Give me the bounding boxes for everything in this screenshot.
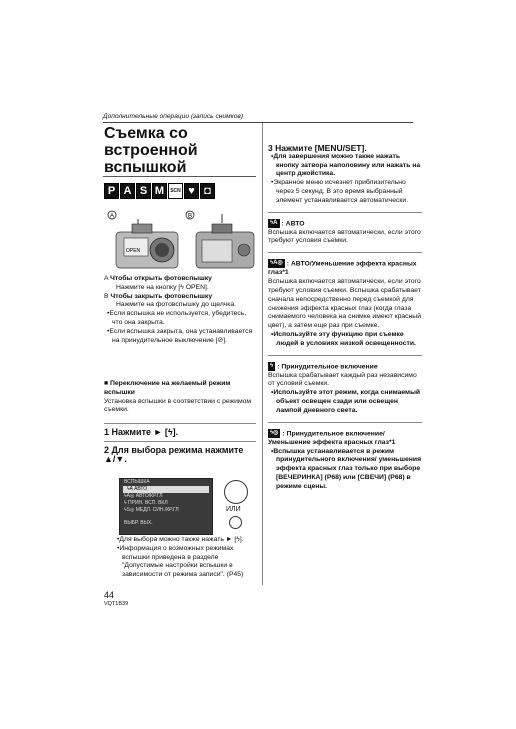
label-b: B bbox=[188, 213, 193, 220]
menu-button-icon bbox=[229, 516, 242, 529]
open-label: OPEN bbox=[126, 248, 141, 254]
open-close-list: A Чтобы открыть фотовспышку Нажмите на кнопку [ϟ OPEN]. B Чтобы закрыть фотовспышку Нажмите на фотовспышку до щелчка. •Если вспышка не используется, убедитесь, что она закрыта. •Если вспышка закрыта, она устанавливается на принудительное выключение [⊘]. bbox=[104, 275, 256, 345]
step-1: 1 Нажмите ► [ϟ]. bbox=[104, 427, 179, 438]
mode-camera-icon: ◘ bbox=[200, 183, 215, 199]
lcd-menu: ВСПЫШКА ϟA АВТО ϟA◎ АВТО/КР.ГЛ ϟ ПРИН. ВСП. ВКЛ ϟS◎ МЕДЛ. СИН./КР.ГЛ ВЫБР. ВЫХ. bbox=[119, 478, 213, 535]
page-title: Съемка со встроенной вспышкой bbox=[104, 125, 198, 176]
header-rule bbox=[103, 122, 413, 123]
flash-auto-redeye-icon: ϟA◎ bbox=[270, 260, 283, 267]
column-divider bbox=[262, 123, 263, 585]
mode-s-icon: S bbox=[136, 183, 151, 199]
switch-section: ■ Переключение на желаемый режим вспышки Установка вспышки в соответствии с режимом съемки. 1 Нажмите ► [ϟ]. 2 Для выбора режима нажмите ▲/▼. bbox=[104, 380, 256, 464]
mode-auto: ϟA : АВТО bbox=[270, 219, 305, 227]
mode-scn-icon: SCN bbox=[168, 183, 183, 199]
mode-auto-redeye: ϟA◎ : АВТО/Уменьшение эффекта красных глаз*1 bbox=[268, 260, 417, 277]
mode-portrait-icon: ♥ bbox=[184, 183, 199, 199]
mode-p-icon: P bbox=[104, 183, 119, 199]
bullet-item: •Если вспышка закрыта, она устанавливается на принудительное выключение [⊘]. bbox=[107, 327, 253, 344]
mode-a-icon: A bbox=[120, 183, 135, 199]
title-rule bbox=[103, 176, 256, 177]
doc-code: VQT1B39 bbox=[104, 601, 129, 607]
right-column: 3 Нажмите [MENU/SET]. •Для завершения можно также нажать кнопку затвора наполовину или нажать на центр джойстика. •Экранное меню исчезнет приблизительно через 5 секунд. В это время выбранный элемент устанавливается автоматически. ϟA : АВТО Вспышка включается автоматически, если этого требуют условия съемки. ϟA◎ : АВТО/Уменьшение эффекта красных глаз*1 Вспышка включается автоматически, если этого требуют условия съемки. Вспышка срабатывает сначала непосредственно перед съемкой для снижения эффекта красных глаз (когда глаза снимаемого человека на снимке имеют красный цвет), а затем еще раз при съемке. •Используйте эту функцию при съемке людей в условиях низкой освещенности. ϟ : Принудительное включение Вспышка срабатывает каждый раз независимо от условий съемки. •Используйте этот режим, когда снимаемый объект освещен сзади или освещен лампой дневного света. ϟ◎ : Принудительное включение/ Уменьшение эффекта красных глаз*1 •Вспышка устанавливается в режим принудительного включения/ уменьшения эффекта красных глаз только при выборе [ВЕЧЕРИНКА] (P68) или [СВЕЧИ] (P68) в режиме сцены. bbox=[268, 143, 422, 490]
mode-forced-redeye: ϟ◎ : Принудительное включение/ Уменьшение эффекта красных глаз*1 bbox=[268, 429, 396, 446]
bullet-item: •Если вспышка не используется, убедитесь, что она закрыта. bbox=[107, 310, 247, 326]
mode-m-icon: M bbox=[152, 183, 167, 199]
step-2: 2 Для выбора режима нажмите ▲/▼. bbox=[104, 444, 244, 464]
flash-forced-icon: ϟ bbox=[270, 362, 274, 369]
label-a: A bbox=[110, 213, 115, 220]
step-3: 3 Нажмите [MENU/SET]. bbox=[268, 143, 367, 153]
section-header: Дополнительные операции (запись снимков) bbox=[103, 113, 244, 120]
mode-forced-on: ϟ : Принудительное включение bbox=[270, 362, 378, 370]
page-number: 44 bbox=[104, 590, 115, 600]
section-heading: ■ Переключение на желаемый режим вспышки bbox=[104, 380, 231, 396]
item-open: A Чтобы открыть фотовспышку bbox=[104, 275, 212, 282]
flash-auto-icon: ϟA bbox=[270, 219, 278, 226]
mode-icons bbox=[104, 183, 215, 199]
flash-forced-redeye-icon: ϟ◎ bbox=[270, 429, 279, 436]
step2-notes: •Для выбора можно также нажать ► [ϟ]. •Информация о возможных режимах вспышки приведена в разделе "Допустимые настройки вспышки в зависимости от режима записи". (P45) bbox=[117, 536, 244, 579]
item-close: B Чтобы закрыть фотовспышку bbox=[104, 292, 213, 300]
or-label: ИЛИ bbox=[226, 506, 241, 513]
camera-illustration bbox=[104, 208, 256, 270]
joystick-icon bbox=[224, 480, 248, 504]
